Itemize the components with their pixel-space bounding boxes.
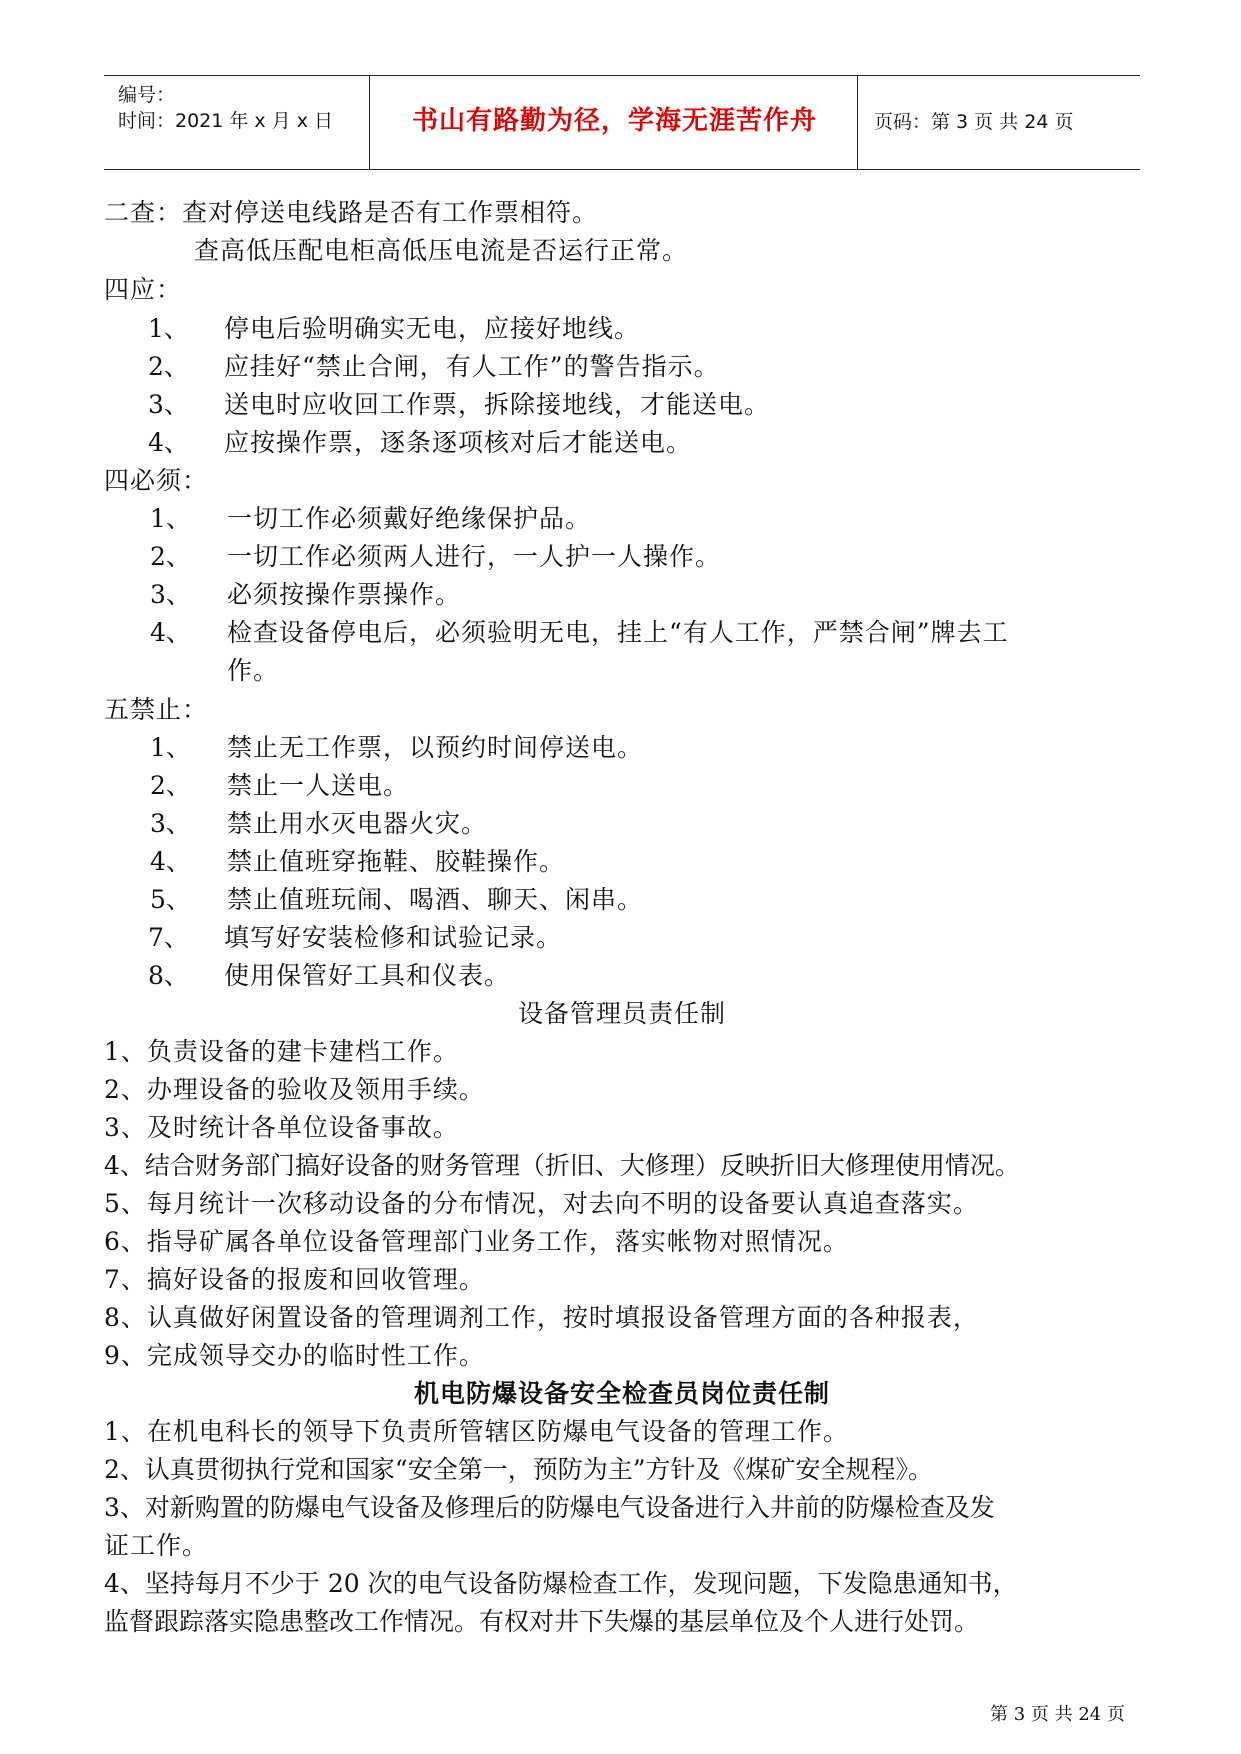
list-item: 禁止用水灭电器火灾。 bbox=[227, 809, 488, 838]
list-item-continuation: 证工作。 bbox=[104, 1531, 209, 1560]
list-number: 1、 bbox=[150, 733, 191, 762]
list-number: 2、 bbox=[150, 771, 191, 800]
list-number: 8、 bbox=[148, 961, 189, 990]
list-item: 7、搞好设备的报废和回收管理。 bbox=[104, 1265, 485, 1294]
list-item: 2、办理设备的验收及领用手续。 bbox=[104, 1075, 485, 1104]
four-must-title: 四必须： bbox=[104, 466, 209, 495]
list-item: 送电时应收回工作票，拆除接地线，才能送电。 bbox=[224, 390, 771, 419]
list-item: 5、每月统计一次移动设备的分布情况，对去向不明的设备要认真追查落实。 bbox=[104, 1189, 979, 1218]
date-label: 时间：2021 年 x 月 x 日 bbox=[118, 110, 334, 132]
list-number: 4、 bbox=[150, 618, 191, 647]
four-should-title: 四应： bbox=[104, 275, 183, 304]
list-number: 4、 bbox=[150, 847, 191, 876]
list-item: 8、认真做好闲置设备的管理调剂工作，按时填报设备管理方面的各种报表， bbox=[104, 1303, 979, 1332]
list-item-continuation: 监督跟踪落实隐患整改工作情况。有权对井下失爆的基层单位及个人进行处罚。 bbox=[104, 1607, 980, 1636]
list-number: 5、 bbox=[150, 885, 191, 914]
document-header bbox=[104, 75, 1140, 170]
list-item: 2、认真贯彻执行党和国家“安全第一，预防为主”方针及《煤矿安全规程》。 bbox=[104, 1455, 933, 1484]
section-title-equipment-manager: 设备管理员责任制 bbox=[517, 999, 726, 1028]
list-number: 2、 bbox=[150, 542, 191, 571]
list-number: 3、 bbox=[150, 809, 191, 838]
list-item: 1、负责设备的建卡建档工作。 bbox=[104, 1037, 459, 1066]
list-item: 一切工作必须戴好绝缘保护品。 bbox=[227, 504, 592, 533]
list-item-continuation: 作。 bbox=[227, 656, 280, 685]
list-item: 3、及时统计各单位设备事故。 bbox=[104, 1113, 459, 1142]
list-number: 1、 bbox=[148, 314, 189, 343]
list-number: 3、 bbox=[148, 390, 189, 419]
list-item: 禁止值班玩闹、喝酒、聊天、闲串。 bbox=[227, 885, 644, 914]
list-item: 禁止无工作票，以预约时间停送电。 bbox=[227, 733, 644, 762]
list-item: 检查设备停电后，必须验明无电，挂上“有人工作，严禁合闸”牌去工 bbox=[227, 618, 1009, 647]
list-item: 一切工作必须两人进行，一人护一人操作。 bbox=[227, 542, 722, 571]
five-forbid-title: 五禁止： bbox=[104, 695, 209, 724]
list-number: 3、 bbox=[150, 580, 191, 609]
list-number: 2、 bbox=[148, 352, 189, 381]
list-number: 4、 bbox=[148, 428, 189, 457]
list-item: 3、对新购置的防爆电气设备及修理后的防爆电气设备进行入井前的防爆检查及发 bbox=[104, 1493, 995, 1522]
list-item: 必须按操作票操作。 bbox=[227, 580, 462, 609]
list-number: 7、 bbox=[148, 923, 189, 952]
header-meta-cell bbox=[104, 76, 370, 169]
page-footer: 第 3 页 共 24 页 bbox=[990, 1704, 1125, 1725]
check-line-1: 二查：查对停送电线路是否有工作票相符。 bbox=[104, 198, 599, 227]
list-item: 停电后验明确实无电，应接好地线。 bbox=[224, 314, 641, 343]
list-item: 6、指导矿属各单位设备管理部门业务工作，落实帐物对照情况。 bbox=[104, 1227, 849, 1256]
list-item: 应挂好“禁止合闸，有人工作”的警告指示。 bbox=[224, 352, 720, 381]
list-item: 禁止一人送电。 bbox=[227, 771, 410, 800]
list-item: 禁止值班穿拖鞋、胶鞋操作。 bbox=[227, 847, 566, 876]
motto: 书山有路勤为径，学海无涯苦作舟 bbox=[411, 106, 817, 136]
serial-number-label: 编号： bbox=[118, 84, 176, 106]
list-item: 填写好安装检修和试验记录。 bbox=[224, 923, 563, 952]
list-item: 应按操作票，逐条逐项核对后才能送电。 bbox=[224, 428, 693, 457]
list-item: 4、坚持每月不少于 20 次的电气设备防爆检查工作，发现问题，下发隐患通知书， bbox=[104, 1569, 1018, 1598]
header-page-cell bbox=[860, 76, 1140, 169]
list-item: 1、在机电科长的领导下负责所管辖区防爆电气设备的管理工作。 bbox=[104, 1417, 849, 1446]
section-title-explosion-inspector: 机电防爆设备安全检查员岗位责任制 bbox=[413, 1379, 830, 1408]
header-motto-cell bbox=[372, 76, 858, 169]
list-item: 使用保管好工具和仪表。 bbox=[224, 961, 511, 990]
list-number: 1、 bbox=[150, 504, 191, 533]
check-line-2: 查高低压配电柜高低压电流是否运行正常。 bbox=[194, 236, 689, 265]
page-info: 页码：第 3 页 共 24 页 bbox=[874, 111, 1074, 133]
list-item: 4、结合财务部门搞好设备的财务管理（折旧、大修理）反映折旧大修理使用情况。 bbox=[104, 1151, 1020, 1180]
list-item: 9、完成领导交办的临时性工作。 bbox=[104, 1341, 485, 1370]
